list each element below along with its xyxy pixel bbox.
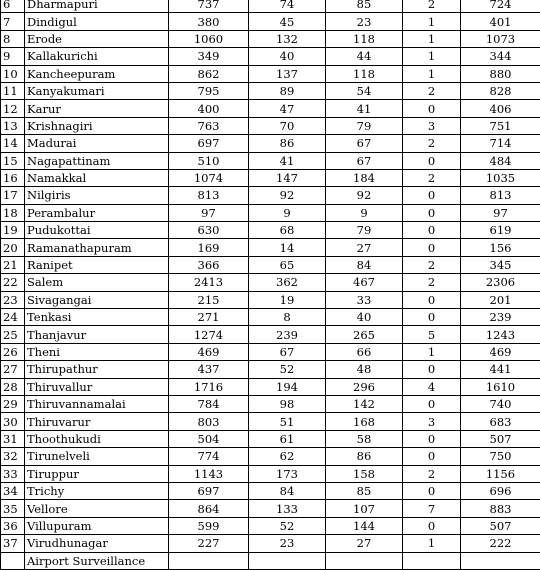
- table-row: [1, 413, 540, 430]
- value-cell-2: 52: [249, 361, 326, 378]
- district-name-cell: Perambalur: [25, 204, 169, 221]
- value-cell-4: 0: [403, 309, 461, 326]
- district-name-cell: Villupuram: [25, 517, 169, 534]
- value-cell-3: 265: [326, 326, 403, 343]
- value-cell-3: 54: [326, 82, 403, 99]
- value-cell-3: 33: [326, 291, 403, 308]
- value-cell-4: 1: [403, 535, 461, 552]
- value-cell-3: 44: [326, 48, 403, 65]
- value-cell-1: 1143: [169, 465, 249, 482]
- district-name-cell: Thoothukudi: [25, 430, 169, 447]
- serial-number-cell: 9: [1, 48, 25, 65]
- value-cell-2: 173: [249, 465, 326, 482]
- district-name-cell: Erode: [25, 30, 169, 47]
- value-cell-3: 23: [326, 13, 403, 30]
- table-row: [1, 552, 540, 569]
- table-row: [1, 430, 540, 447]
- serial-number-cell: 15: [1, 152, 25, 169]
- table-row: [1, 239, 540, 256]
- value-cell-4: 2: [403, 465, 461, 482]
- value-cell-2: 92: [249, 187, 326, 204]
- table-row: [1, 535, 540, 552]
- value-cell-5: 507: [461, 517, 540, 534]
- value-cell-2: 362: [249, 274, 326, 291]
- serial-number-cell: 20: [1, 239, 25, 256]
- value-cell-5: 813: [461, 187, 540, 204]
- serial-number-cell: 6: [1, 0, 25, 13]
- value-cell-5: 1035: [461, 169, 540, 186]
- serial-number-cell: 29: [1, 395, 25, 412]
- value-cell-2: 194: [249, 378, 326, 395]
- value-cell-1: 227: [169, 535, 249, 552]
- value-cell-1: 366: [169, 256, 249, 273]
- serial-number-cell: 28: [1, 378, 25, 395]
- serial-number-cell: 26: [1, 343, 25, 360]
- value-cell-4: 2: [403, 256, 461, 273]
- value-cell-4: 1: [403, 65, 461, 82]
- serial-number-cell: 24: [1, 309, 25, 326]
- district-name-cell: Thiruvannamalai: [25, 395, 169, 412]
- value-cell-5: 724: [461, 0, 540, 13]
- value-cell-3: 107: [326, 500, 403, 517]
- value-cell-4: 0: [403, 482, 461, 499]
- value-cell-5: 222: [461, 535, 540, 552]
- district-name-cell: Nilgiris: [25, 187, 169, 204]
- value-cell-1: 2413: [169, 274, 249, 291]
- value-cell-5: 883: [461, 500, 540, 517]
- value-cell-5: 239: [461, 309, 540, 326]
- value-cell-1: 349: [169, 48, 249, 65]
- district-name-cell: Virudhunagar: [25, 535, 169, 552]
- value-cell-5: 441: [461, 361, 540, 378]
- district-name-cell: Namakkal: [25, 169, 169, 186]
- table-row: [1, 169, 540, 186]
- value-cell-1: 215: [169, 291, 249, 308]
- value-cell-4: 2: [403, 0, 461, 13]
- value-cell-1: 862: [169, 65, 249, 82]
- value-cell-2: 89: [249, 82, 326, 99]
- district-name-cell: Thiruvarur: [25, 413, 169, 430]
- district-name-cell: Dindigul: [25, 13, 169, 30]
- value-cell-5: 696: [461, 482, 540, 499]
- serial-number-cell: 21: [1, 256, 25, 273]
- value-cell-4: 0: [403, 222, 461, 239]
- value-cell-4: 4: [403, 378, 461, 395]
- value-cell-5: 401: [461, 13, 540, 30]
- value-cell-1: 400: [169, 100, 249, 117]
- value-cell-5: 1243: [461, 326, 540, 343]
- value-cell-2: 41: [249, 152, 326, 169]
- value-cell-3: 27: [326, 239, 403, 256]
- value-cell-3: 158: [326, 465, 403, 482]
- value-cell-2: 74: [249, 0, 326, 13]
- value-cell-1: 813: [169, 187, 249, 204]
- value-cell-2: 132: [249, 30, 326, 47]
- value-cell-5: 1610: [461, 378, 540, 395]
- value-cell-4: 0: [403, 517, 461, 534]
- value-cell-3: 84: [326, 256, 403, 273]
- value-cell-2: 45: [249, 13, 326, 30]
- value-cell-4: 0: [403, 100, 461, 117]
- table-row: [1, 517, 540, 534]
- value-cell-3: 79: [326, 117, 403, 134]
- value-cell-3: 144: [326, 517, 403, 534]
- serial-number-cell: 14: [1, 135, 25, 152]
- value-cell-5: 345: [461, 256, 540, 273]
- value-cell-3: 118: [326, 65, 403, 82]
- serial-number-cell: 33: [1, 465, 25, 482]
- table-row: [1, 187, 540, 204]
- table-row: [1, 378, 540, 395]
- serial-number-cell: 16: [1, 169, 25, 186]
- district-name-cell: Ramanathapuram: [25, 239, 169, 256]
- value-cell-2: 47: [249, 100, 326, 117]
- value-cell-1: 763: [169, 117, 249, 134]
- district-name-cell: Ranipet: [25, 256, 169, 273]
- table-row: [1, 48, 540, 65]
- district-name-cell: Thanjavur: [25, 326, 169, 343]
- district-name-cell: Tirunelveli: [25, 448, 169, 465]
- value-cell-3: 184: [326, 169, 403, 186]
- district-name-cell: Pudukottai: [25, 222, 169, 239]
- value-cell-5: 619: [461, 222, 540, 239]
- serial-number-cell: 8: [1, 30, 25, 47]
- district-name-cell: Kanyakumari: [25, 82, 169, 99]
- serial-number-cell: 7: [1, 13, 25, 30]
- value-cell-2: 86: [249, 135, 326, 152]
- table-row: [1, 222, 540, 239]
- value-cell-3: 67: [326, 135, 403, 152]
- value-cell-5: 156: [461, 239, 540, 256]
- value-cell-2: 137: [249, 65, 326, 82]
- value-cell-4: 1: [403, 13, 461, 30]
- table-row: [1, 204, 540, 221]
- value-cell-5: 683: [461, 413, 540, 430]
- district-name-cell: Tiruppur: [25, 465, 169, 482]
- table-row: [1, 395, 540, 412]
- value-cell-5: 828: [461, 82, 540, 99]
- table-row: [1, 291, 540, 308]
- value-cell-5: 714: [461, 135, 540, 152]
- value-cell-4: 2: [403, 169, 461, 186]
- value-cell-3: [326, 552, 403, 569]
- table-row: [1, 152, 540, 169]
- value-cell-2: 68: [249, 222, 326, 239]
- value-cell-1: 803: [169, 413, 249, 430]
- district-name-cell: Airport Surveillance: [25, 552, 169, 569]
- value-cell-4: 0: [403, 152, 461, 169]
- value-cell-3: 142: [326, 395, 403, 412]
- value-cell-2: 23: [249, 535, 326, 552]
- district-name-cell: Thirupathur: [25, 361, 169, 378]
- value-cell-1: 774: [169, 448, 249, 465]
- value-cell-4: 3: [403, 117, 461, 134]
- value-cell-4: 1: [403, 343, 461, 360]
- serial-number-cell: 17: [1, 187, 25, 204]
- district-name-cell: Nagapattinam: [25, 152, 169, 169]
- value-cell-5: 2306: [461, 274, 540, 291]
- serial-number-cell: [1, 552, 25, 569]
- serial-number-cell: 36: [1, 517, 25, 534]
- value-cell-2: 147: [249, 169, 326, 186]
- serial-number-cell: 22: [1, 274, 25, 291]
- serial-number-cell: 35: [1, 500, 25, 517]
- table-row: [1, 82, 540, 99]
- district-name-cell: Madurai: [25, 135, 169, 152]
- value-cell-1: 697: [169, 482, 249, 499]
- value-cell-1: 795: [169, 82, 249, 99]
- value-cell-5: 740: [461, 395, 540, 412]
- district-name-cell: Kallakurichi: [25, 48, 169, 65]
- serial-number-cell: 12: [1, 100, 25, 117]
- value-cell-4: 2: [403, 274, 461, 291]
- value-cell-1: 1274: [169, 326, 249, 343]
- value-cell-3: 40: [326, 309, 403, 326]
- value-cell-1: 169: [169, 239, 249, 256]
- district-name-cell: Salem: [25, 274, 169, 291]
- value-cell-2: 52: [249, 517, 326, 534]
- value-cell-3: 168: [326, 413, 403, 430]
- value-cell-5: 1156: [461, 465, 540, 482]
- serial-number-cell: 27: [1, 361, 25, 378]
- value-cell-5: 406: [461, 100, 540, 117]
- value-cell-3: 85: [326, 0, 403, 13]
- value-cell-2: 67: [249, 343, 326, 360]
- value-cell-1: 380: [169, 13, 249, 30]
- table-row: [1, 256, 540, 273]
- district-name-cell: Kancheepuram: [25, 65, 169, 82]
- value-cell-2: 239: [249, 326, 326, 343]
- value-cell-2: 98: [249, 395, 326, 412]
- value-cell-4: 7: [403, 500, 461, 517]
- table-row: [1, 343, 540, 360]
- serial-number-cell: 31: [1, 430, 25, 447]
- table-row: [1, 326, 540, 343]
- value-cell-5: 751: [461, 117, 540, 134]
- value-cell-1: 599: [169, 517, 249, 534]
- serial-number-cell: 18: [1, 204, 25, 221]
- value-cell-4: 0: [403, 361, 461, 378]
- value-cell-5: 97: [461, 204, 540, 221]
- district-name-cell: Theni: [25, 343, 169, 360]
- value-cell-5: 750: [461, 448, 540, 465]
- value-cell-1: 784: [169, 395, 249, 412]
- value-cell-5: 507: [461, 430, 540, 447]
- table-row: [1, 361, 540, 378]
- value-cell-1: 737: [169, 0, 249, 13]
- value-cell-5: [461, 552, 540, 569]
- table-row: [1, 100, 540, 117]
- value-cell-4: 2: [403, 82, 461, 99]
- serial-number-cell: 23: [1, 291, 25, 308]
- value-cell-1: 697: [169, 135, 249, 152]
- value-cell-5: 201: [461, 291, 540, 308]
- serial-number-cell: 19: [1, 222, 25, 239]
- value-cell-2: 62: [249, 448, 326, 465]
- serial-number-cell: 32: [1, 448, 25, 465]
- value-cell-2: 70: [249, 117, 326, 134]
- value-cell-3: 118: [326, 30, 403, 47]
- serial-number-cell: 34: [1, 482, 25, 499]
- value-cell-2: 40: [249, 48, 326, 65]
- table-row: [1, 30, 540, 47]
- value-cell-4: 0: [403, 204, 461, 221]
- value-cell-4: 3: [403, 413, 461, 430]
- district-name-cell: Vellore: [25, 500, 169, 517]
- value-cell-4: 0: [403, 187, 461, 204]
- value-cell-1: 1074: [169, 169, 249, 186]
- serial-number-cell: 13: [1, 117, 25, 134]
- district-name-cell: Sivagangai: [25, 291, 169, 308]
- serial-number-cell: 11: [1, 82, 25, 99]
- value-cell-4: 1: [403, 30, 461, 47]
- value-cell-1: 504: [169, 430, 249, 447]
- value-cell-4: 0: [403, 430, 461, 447]
- value-cell-3: 27: [326, 535, 403, 552]
- value-cell-1: 510: [169, 152, 249, 169]
- value-cell-3: 296: [326, 378, 403, 395]
- value-cell-4: 0: [403, 239, 461, 256]
- table-row: [1, 135, 540, 152]
- table-row: [1, 117, 540, 134]
- value-cell-1: 1060: [169, 30, 249, 47]
- district-name-cell: Dharmapuri: [25, 0, 169, 13]
- value-cell-3: 92: [326, 187, 403, 204]
- table-row: [1, 65, 540, 82]
- district-name-cell: Trichy: [25, 482, 169, 499]
- value-cell-2: 61: [249, 430, 326, 447]
- value-cell-3: 79: [326, 222, 403, 239]
- value-cell-3: 66: [326, 343, 403, 360]
- value-cell-2: 14: [249, 239, 326, 256]
- value-cell-4: 0: [403, 395, 461, 412]
- table-body: [1, 0, 540, 569]
- value-cell-3: 467: [326, 274, 403, 291]
- value-cell-4: 2: [403, 135, 461, 152]
- value-cell-1: 271: [169, 309, 249, 326]
- serial-number-cell: 10: [1, 65, 25, 82]
- value-cell-2: 9: [249, 204, 326, 221]
- table-row: [1, 0, 540, 13]
- value-cell-1: 864: [169, 500, 249, 517]
- table-row: [1, 500, 540, 517]
- value-cell-3: 9: [326, 204, 403, 221]
- value-cell-2: 84: [249, 482, 326, 499]
- table-row: [1, 482, 540, 499]
- value-cell-5: 1073: [461, 30, 540, 47]
- value-cell-4: 1: [403, 48, 461, 65]
- table-row: [1, 465, 540, 482]
- value-cell-4: 0: [403, 448, 461, 465]
- value-cell-5: 469: [461, 343, 540, 360]
- value-cell-2: 133: [249, 500, 326, 517]
- value-cell-1: 630: [169, 222, 249, 239]
- district-name-cell: Krishnagiri: [25, 117, 169, 134]
- value-cell-1: 437: [169, 361, 249, 378]
- value-cell-3: 86: [326, 448, 403, 465]
- table-row: [1, 13, 540, 30]
- value-cell-5: 880: [461, 65, 540, 82]
- value-cell-2: 65: [249, 256, 326, 273]
- value-cell-2: 8: [249, 309, 326, 326]
- district-name-cell: Karur: [25, 100, 169, 117]
- value-cell-1: [169, 552, 249, 569]
- district-name-cell: Thiruvallur: [25, 378, 169, 395]
- serial-number-cell: 37: [1, 535, 25, 552]
- value-cell-2: [249, 552, 326, 569]
- value-cell-4: [403, 552, 461, 569]
- value-cell-1: 1716: [169, 378, 249, 395]
- value-cell-5: 484: [461, 152, 540, 169]
- table-row: [1, 274, 540, 291]
- value-cell-3: 48: [326, 361, 403, 378]
- value-cell-4: 0: [403, 291, 461, 308]
- serial-number-cell: 25: [1, 326, 25, 343]
- value-cell-3: 41: [326, 100, 403, 117]
- value-cell-1: 469: [169, 343, 249, 360]
- value-cell-2: 51: [249, 413, 326, 430]
- table-row: [1, 448, 540, 465]
- value-cell-3: 67: [326, 152, 403, 169]
- serial-number-cell: 30: [1, 413, 25, 430]
- value-cell-4: 5: [403, 326, 461, 343]
- value-cell-3: 85: [326, 482, 403, 499]
- value-cell-5: 344: [461, 48, 540, 65]
- district-name-cell: Tenkasi: [25, 309, 169, 326]
- table-row: [1, 309, 540, 326]
- value-cell-3: 58: [326, 430, 403, 447]
- value-cell-1: 97: [169, 204, 249, 221]
- value-cell-2: 19: [249, 291, 326, 308]
